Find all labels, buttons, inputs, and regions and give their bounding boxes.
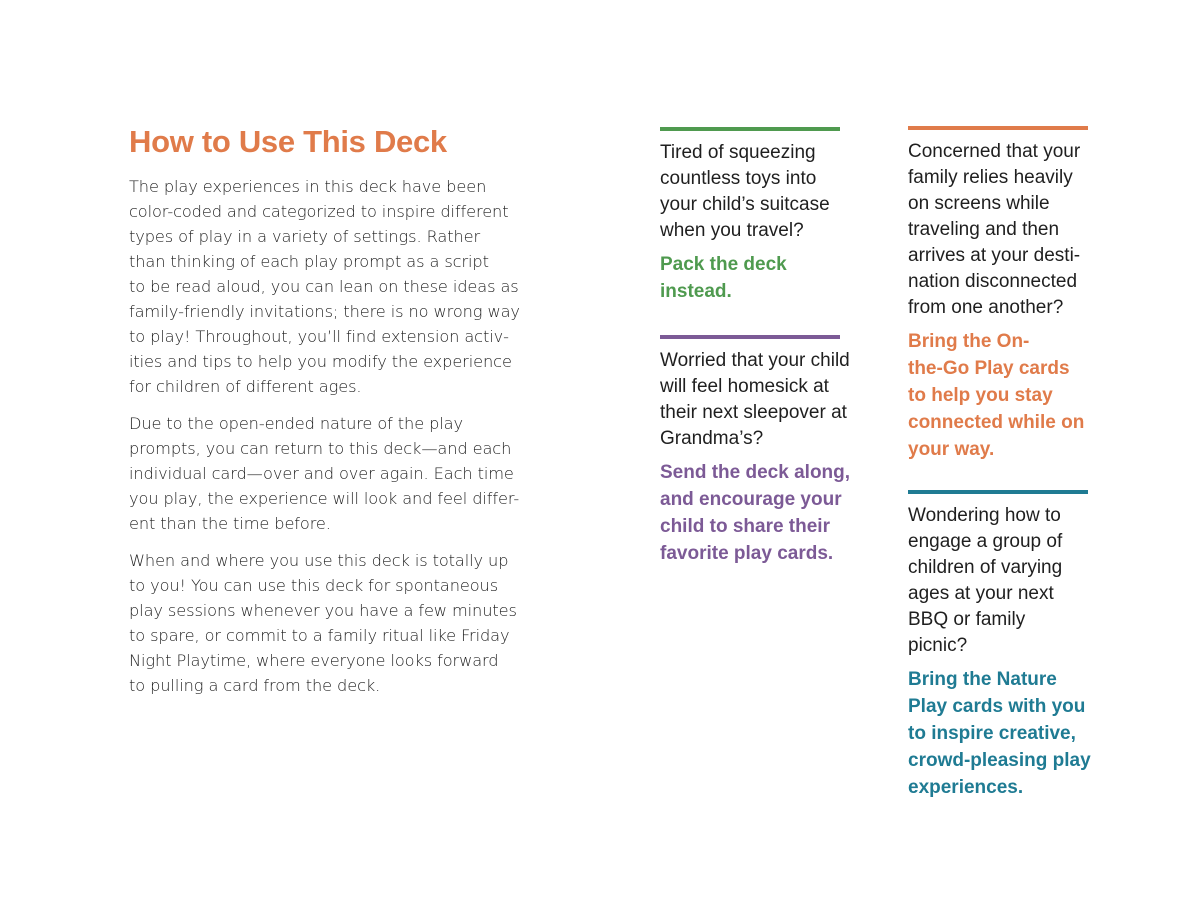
prompt-card-sleepover — [660, 335, 860, 567]
intro-paragraph: Due to the open-ended nature of the play prompts, you can return to this deck—and each individual card—over and over again. Each time you play, the experience will look and feel differ- ent than the time before. — [129, 414, 520, 533]
card-answer: Bring the Nature Play cards with you to inspire creative, crowd-pleasing play experiences. — [908, 669, 1091, 798]
card-answer: Pack the deck instead. — [660, 254, 787, 302]
card-rule — [908, 490, 1088, 494]
page-title: How to Use This Deck — [129, 124, 447, 159]
intro-paragraph: When and where you use this deck is totally up to you! You can use this deck for spontaneous play sessions whenever you have a few minutes to spare, or commit to a family ritual like Friday Night Playtime, where everyone looks forward to pulling a card from the deck. — [129, 551, 517, 695]
card-rule — [660, 335, 840, 339]
card-question: Worried that your child will feel homesick at their next sleepover at Grandma’s? — [660, 350, 850, 449]
prompt-card-suitcase — [660, 127, 860, 305]
card-question: Concerned that your family relies heavily on screens while traveling and then arrives at your desti- nation disconnected from one another? — [908, 141, 1081, 318]
card-question: Tired of squeezing countless toys into your child’s suitcase when you travel? — [660, 142, 830, 241]
prompt-card-screens — [908, 126, 1108, 463]
intro-section — [129, 122, 529, 710]
card-question: Wondering how to engage a group of children of varying ages at your next BBQ or family picnic? — [908, 505, 1063, 656]
card-rule — [660, 127, 840, 131]
prompt-card-group — [908, 490, 1108, 801]
intro-paragraph: The play experiences in this deck have been color-coded and categorized to inspire different types of play in a variety of settings. Rather than thinking of each play prompt as a script to be read aloud, you can lean on these ideas as family-friendly invitations; there is no wrong way to play! Throughout, you’ll find extension activ- ities and tips to help you modify the experience for children of different ages. — [129, 177, 520, 396]
card-answer: Send the deck along, and encourage your child to share their favorite play cards. — [660, 462, 851, 564]
card-answer: Bring the On- the-Go Play cards to help you stay connected while on your way. — [908, 331, 1085, 460]
card-rule — [908, 126, 1088, 130]
